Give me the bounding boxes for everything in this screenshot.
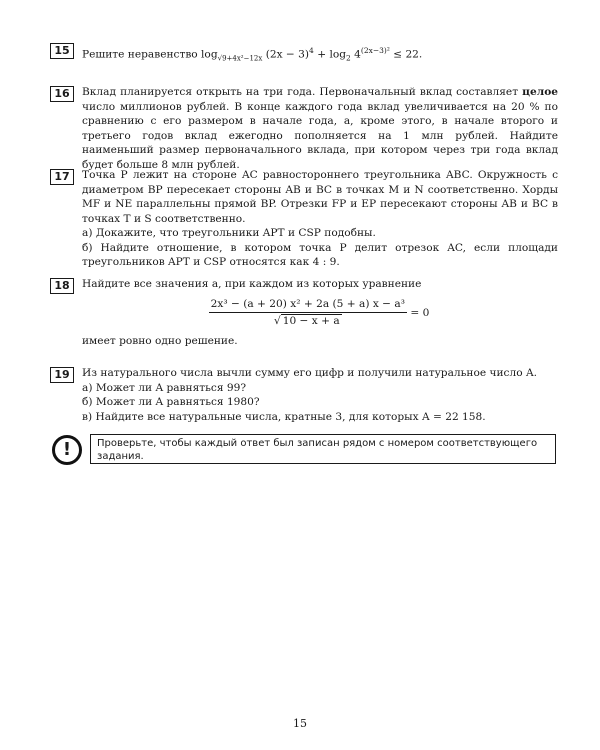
- problem-text: Точка P лежит на стороне AC равностороннего треугольника ABC. Окружность с диаметром BP пересекает стороны AB и BC в точках M и N соответственно. Хорды MF и NE параллельны прямой BP. Отрезки FP и EP пересекают стороны AB и BC в точках T и S соответственно. а) Докажите, что треугольники APT и CSP подобны. б) Найдите отношение, в котором точка P делит отрезок AC, если площади треугольников APT и CSP относятся как 4 : 9.: [82, 169, 558, 268]
- equation: $\frac{\text{2x³ − (a + 20) x² + 2a (5 + a) x − a³}}{√ 10 - x + a}$ = 0: [210, 297, 430, 327]
- problem-15: [40, 42, 558, 66]
- problem-16: [40, 85, 558, 172]
- problem-18: 18 Найдите все значения a, при каждом из которых уравнение $\frac{\text{2x³ − (a + 20) x² + 2a (5 + a) x − a³}}{√ 10 - x + a}$ = 0 имеет ровно одно решение.: [40, 277, 558, 348]
- problem-number: 16: [50, 86, 74, 102]
- notice-text: Проверьте, чтобы каждый ответ был записан рядом с номером соответствующего задания.: [90, 434, 556, 464]
- problem-number: 17: [50, 169, 74, 185]
- problem-text: Из натурального числа вычли сумму его цифр и получили натуральное число A. а) Может ли A равняться 99? б) Может ли A равняться 1980? в) Найдите все натуральные числа, кратные 3, для которых A = 22 158.: [82, 367, 537, 423]
- exclamation-icon: !: [52, 435, 82, 465]
- notice-box: [52, 434, 562, 474]
- problem-text: Вклад планируется открыть на три года. Первоначальный вклад составляет целое число миллионов рублей. В конце каждого года вклад увеличивается на 20 % по сравнению с его размером в начале года, а, кроме этого, в начале второго и третьего годов вклад ежегодно пополняется на 1 млн рублей. Найдите наименьший размер первоначального вклада, при котором через три года вклад будет больше 8 млн рублей.: [82, 86, 558, 171]
- problem-text: Найдите все значения a, при каждом из которых уравнение: [82, 278, 422, 290]
- problem-text: Решите неравенство $\log_{√9+4x^2-12x} (2x - 3)^4 + \log_2 4^{(2x-3)^2} \le 22$.: [82, 46, 423, 63]
- problem-number: 15: [50, 43, 74, 59]
- problem-17: [40, 168, 558, 270]
- problem-number: 18: [50, 278, 74, 294]
- problem-19: [40, 366, 558, 424]
- page-number: 15: [293, 717, 307, 730]
- problem-number: 19: [50, 367, 74, 383]
- fraction: $\frac{\text{2x³ − (a + 20) x² + 2a (5 + a) x − a³}}{√ 10 - x + a}$: [210, 297, 405, 327]
